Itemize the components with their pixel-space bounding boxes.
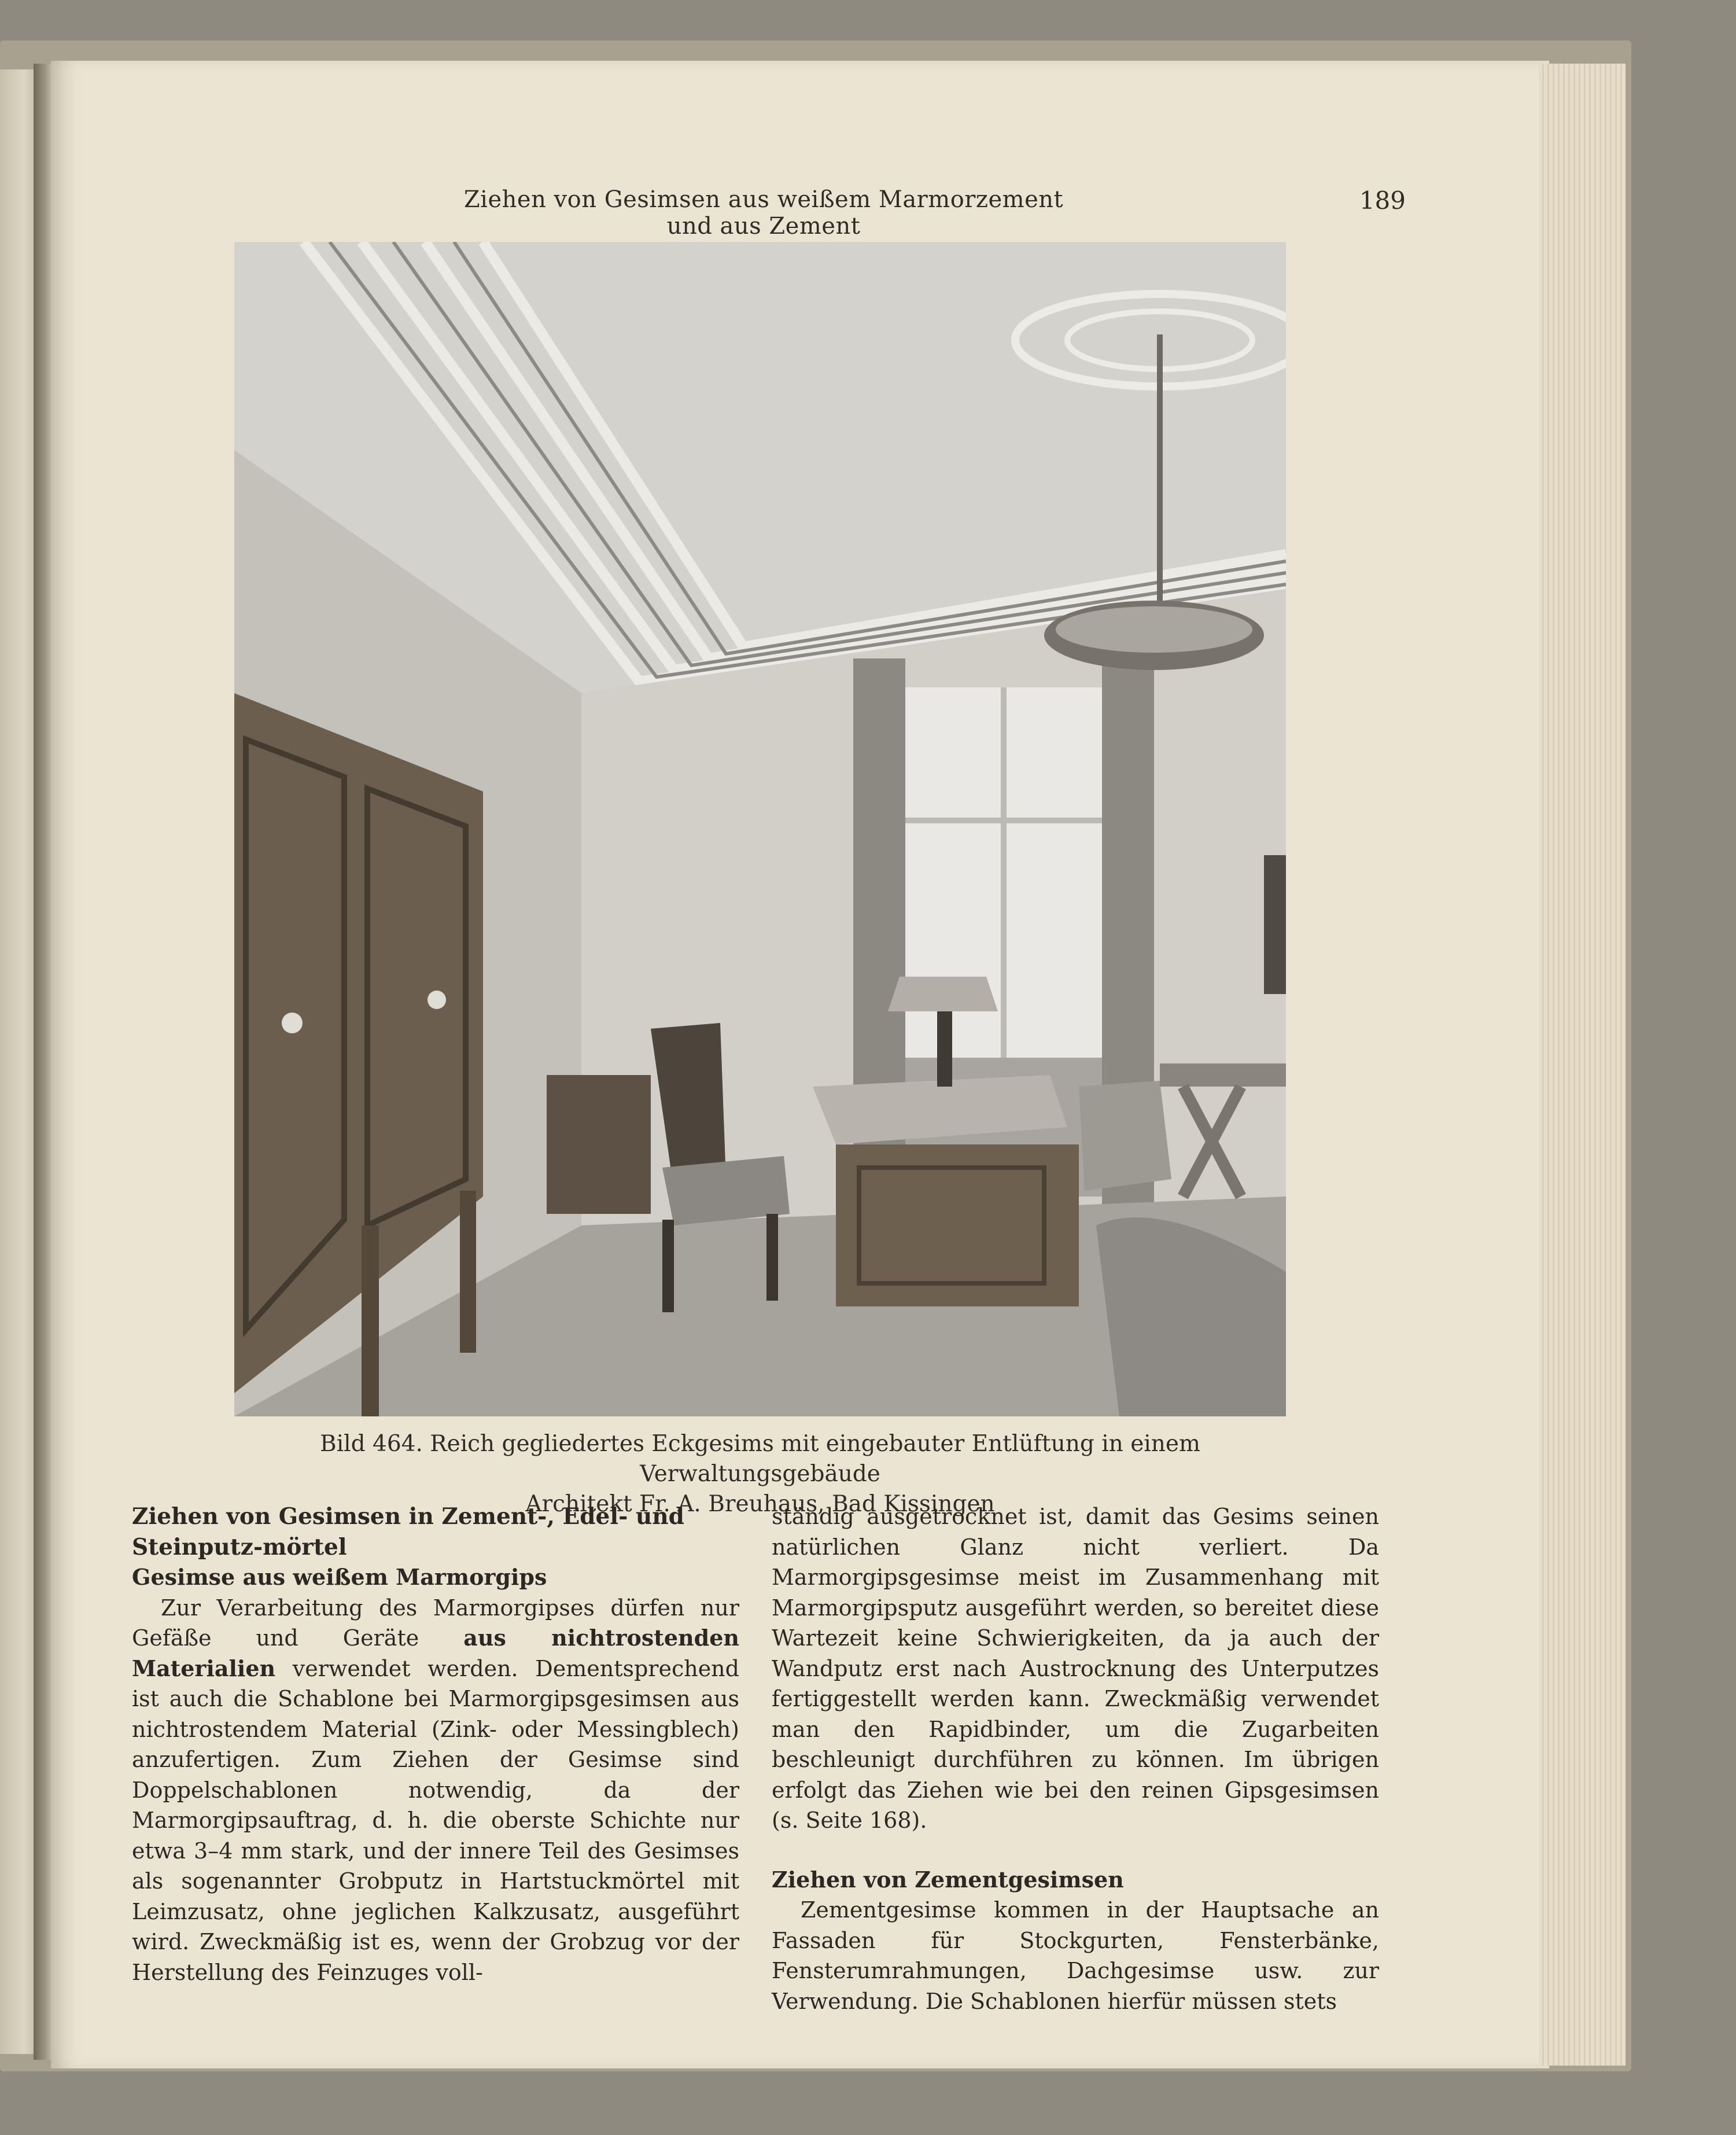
paragraph-text: Zur Verarbeitung des Marmorgipses dürfen nur Gefäße und Geräte — [132, 1595, 739, 1651]
caption-line-1: Bild 464. Reich gegliedertes Eckgesims mit eingebauter Entlüftung in einem Verwaltungsgebäude — [320, 1431, 1200, 1487]
section-heading: Ziehen von Gesimsen in Zement-, Edel- und Steinputz-mörtel — [132, 1503, 684, 1560]
page-edges — [1539, 64, 1626, 2066]
office-interior-photo — [234, 242, 1286, 1416]
paragraph-continued: ständig ausgetrocknet ist, damit das Gesims seinen natürlichen Glanz nicht verliert. Da Marmorgipsgesimse meist im Zusammenhang mit Marmorgipsputz ausgeführt werden, so bereitet diese Wartezeit keine Schwierigkeiten, da ja auch der Wandputz erst nach Austrocknung des Unterputzes fertiggestellt werden kann. Zweckmäßig verwendet man den Rapidbinder, um die Zugarbeiten beschleunigt durchführen zu können. Im übrigen erfolgt das Ziehen wie bei den reinen Gipsgesimsen (s. Seite 168). — [772, 1504, 1379, 1833]
sub-heading-marmorgips: Gesimse aus weißem Marmorgips — [132, 1564, 547, 1590]
running-head: Ziehen von Gesimsen aus weißem Marmorzement und aus Zement — [463, 186, 1064, 240]
caption-line-2: Architekt Fr. A. Breuhaus, Bad Kissingen — [525, 1491, 995, 1517]
page-number: 189 — [1359, 186, 1406, 215]
right-column — [772, 1501, 1379, 2016]
paragraph-marmorgips — [132, 1593, 739, 1988]
left-column — [132, 1501, 739, 1987]
sub-heading-zementgesimse: Ziehen von Zementgesimsen — [772, 1866, 1124, 1893]
paragraph-emphasis: aus nichtrostenden Materialien — [132, 1625, 739, 1681]
paragraph-text: verwendet werden. Dementsprechend ist auch die Schablone bei Marmorgipsgesimsen aus nichtrostendem Material (Zink- oder Messingblech) anzufertigen. Zum Ziehen der Gesimse sind Doppelschablonen notwendig, da der Marmorgipsauftrag, d. h. die oberste Schichte nur etwa 3–4 mm stark, und der innere Teil des Gesimses als sogenannter Grobputz in Hartstuckmörtel mit Leimzusatz, ohne jeglichen Kalkzusatz, ausgeführt wird. Zweckmäßig ist es, wenn der Grobzug vor der Herstellung des Feinzuges voll- — [132, 1655, 739, 1985]
figure-photo — [234, 242, 1286, 1416]
paragraph-zementgesimse: Zementgesimse kommen in der Hauptsache an Fassaden für Stockgurten, Fensterbänke, Fensterumrahmungen, Dachgesimse usw. zur Verwendung. Die Schablonen hierfür müssen stets — [772, 1897, 1379, 2014]
